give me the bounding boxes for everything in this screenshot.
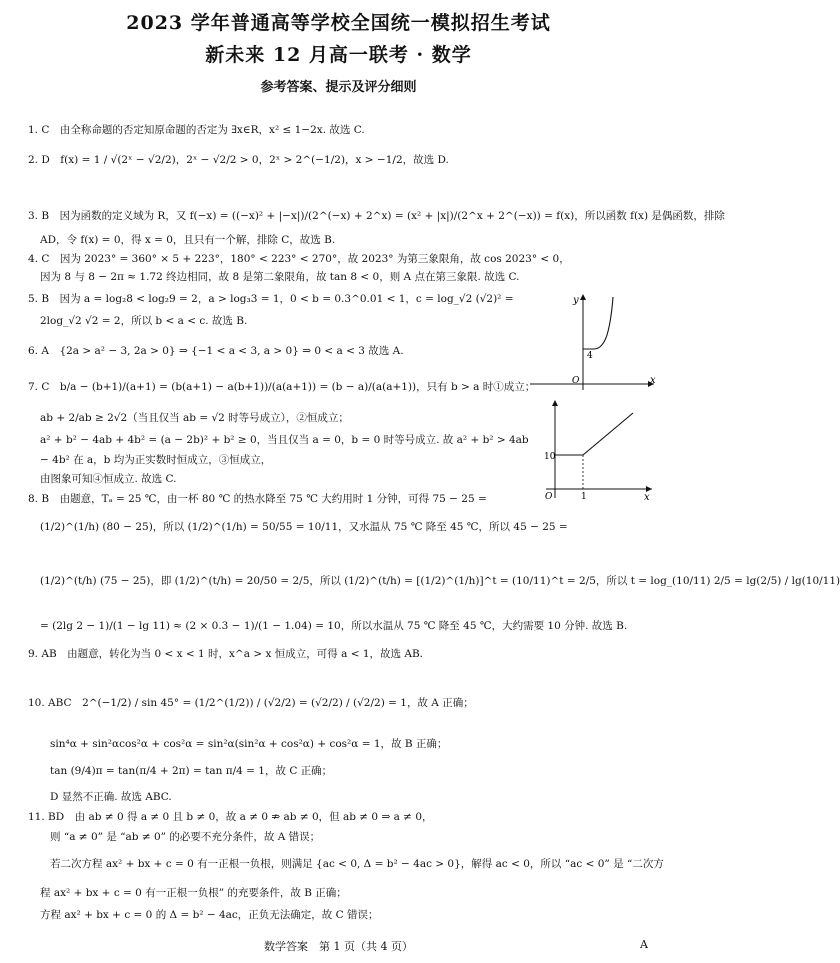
origin-label: O [545,492,553,502]
y-tick-label: 10 [544,452,556,462]
answer-line: 11. BD 由 ab ≠ 0 得 a ≠ 0 且 b ≠ 0，故 a ≠ 0 ⇏ ab ≠ 0，但 ab ≠ 0 ⇒ a ≠ 0， [28,811,433,823]
answer-line: a² + b² − 4ab + 4b² = (a − 2b)² + b² ≥ 0，当且仅当 a = 0，b = 0 时等号成立. 故 a² + b² > 4ab [40,434,529,446]
answer-line: 2. D f(x) = 1 / √(2ˣ − √2/2)，2ˣ − √2/2 > 0，2ˣ > 2^(−1/2)，x > −1/2，故选 D. [28,154,449,166]
answer-line: 因为 8 与 8 − 2π ≈ 1.72 终边相同，故 8 是第二象限角，故 tan 8 < 0，则 A 点在第三象限. 故选 C. [40,271,520,283]
answer-line: 由图象可知④恒成立. 故选 C. [40,473,177,485]
answer-line: (1/2)^(t/h) (75 − 25)，即 (1/2)^(t/h) = 20/50 = 2/5，所以 (1/2)^(t/h) = [(1/2)^(1/h)]^t = (10/11)^t = 2/5，所以 t = log_(10/11) 2/5 = lg(2/5) / lg(10/11) [40,575,840,587]
answer-line: 6. A {2a > a² − 3, 2a > 0} ⇒ {−1 < a < 3, a > 0} ⇒ 0 < a < 3 故选 A. [28,345,404,357]
answer-line: 10. ABC 2^(−1/2) / sin 45° = (1/2^(1/2)) / (√2/2) = (√2/2) / (√2/2) = 1，故 A 正确； [28,697,474,709]
x-axis-label: x [650,375,656,386]
answer-line: 方程 ax² + bx + c = 0 的 Δ = b² − 4ac，正负无法确定，故 C 错误； [40,909,379,921]
answer-line: 4. C 因为 2023° = 360° × 5 + 223°，180° < 223° < 270°，故 2023° 为第三象限角，故 cos 2023° < 0， [28,253,570,265]
answer-line: sin⁴α + sin²αcos²α + cos²α = sin²α(sin²α + cos²α) + cos²α = 1，故 B 正确； [50,738,448,750]
document-title: 2023 学年普通高等学校全国统一模拟招生考试 [126,12,551,34]
graph-exponential [528,292,658,392]
x-tick-label: 1 [581,492,587,502]
y-axis-label: y [573,295,579,306]
answer-line: 若二次方程 ax² + bx + c = 0 有一正根一负根，则满足 {ac < 0, Δ = b² − 4ac > 0}，解得 ac < 0，所以 “ac < 0” 是 “二次方 [50,858,664,870]
answer-line: AD，令 f(x) = 0，得 x = 0，且只有一个解，排除 C，故选 B. [40,234,336,246]
answer-line: − 4b² 在 a，b 均为正实数时恒成立，③恒成立， [40,454,272,466]
answer-line: 8. B 由题意，Tₐ = 25 ℃，由一杯 80 ℃ 的热水降至 75 ℃ 大约用时 1 分钟，可得 75 − 25 = [28,493,487,505]
section-heading: 参考答案、提示及评分细则 [260,80,417,95]
document-subtitle: 新未来 12 月高一联考 · 数学 [205,44,472,66]
answer-line: 则 “a ≠ 0” 是 “ab ≠ 0” 的必要不充分条件，故 A 错误； [50,831,321,843]
answer-line: 7. C b/a − (b+1)/(a+1) = (b(a+1) − a(b+1))/(a(a+1)) = (b − a)/(a(a+1))，只有 b > a 时①成立； [28,381,536,393]
x-axis-label: x [644,492,650,503]
answer-line: (1/2)^(1/h) (80 − 25)，所以 (1/2)^(1/h) = 50/55 = 10/11，又水温从 75 ℃ 降至 45 ℃，所以 45 − 25 = [40,521,568,533]
page-footer: 数学答案 第 1 页（共 4 页） [264,940,413,953]
answer-line: 程 ax² + bx + c = 0 有一正根一负根” 的充要条件，故 B 正确； [40,887,347,899]
y-tick-label: 4 [587,351,593,361]
answer-line: 1. C 由全称命题的否定知原命题的否定为 ∃x∈R，x² ≤ 1−2x. 故选 C. [28,124,365,136]
answer-line: = (2lg 2 − 1)/(1 − lg 11) ≈ (2 × 0.3 − 1)/(1 − 1.04) = 10，所以水温从 75 ℃ 降至 45 ℃，大约需要 10 分钟. 故选 B. [40,620,628,632]
answer-line: D 显然不正确. 故选 ABC. [50,791,172,803]
answer-line: 9. AB 由题意，转化为当 0 < x < 1 时，x^a > x 恒成立，可得 a < 1，故选 AB. [28,648,423,660]
answer-line: 2log_√2 √2 = 2，所以 b < a < c. 故选 B. [40,315,248,327]
graph-piecewise [544,398,656,502]
answer-line: tan (9/4)π = tan(π/4 + 2π) = tan π/4 = 1，故 C 正确； [50,765,333,777]
answer-line: ab + 2/ab ≥ 2√2（当且仅当 ab = √2 时等号成立），②恒成立； [40,412,349,424]
answer-line: 5. B 因为 a = log₂8 < log₂9 = 2，a > log₃3 = 1，0 < b = 0.3^0.01 < 1，c = log_√2 (√2)² = [28,293,514,305]
origin-label: O [572,376,580,386]
paper-version-mark: A [640,938,648,951]
answer-line: 3. B 因为函数的定义域为 R，又 f(−x) = ((−x)² + |−x|)/(2^(−x) + 2^x) = (x² + |x|)/(2^x + 2^(−x)) = f(x)，所以函数 f(x) 是偶函数，排除 [28,210,725,222]
